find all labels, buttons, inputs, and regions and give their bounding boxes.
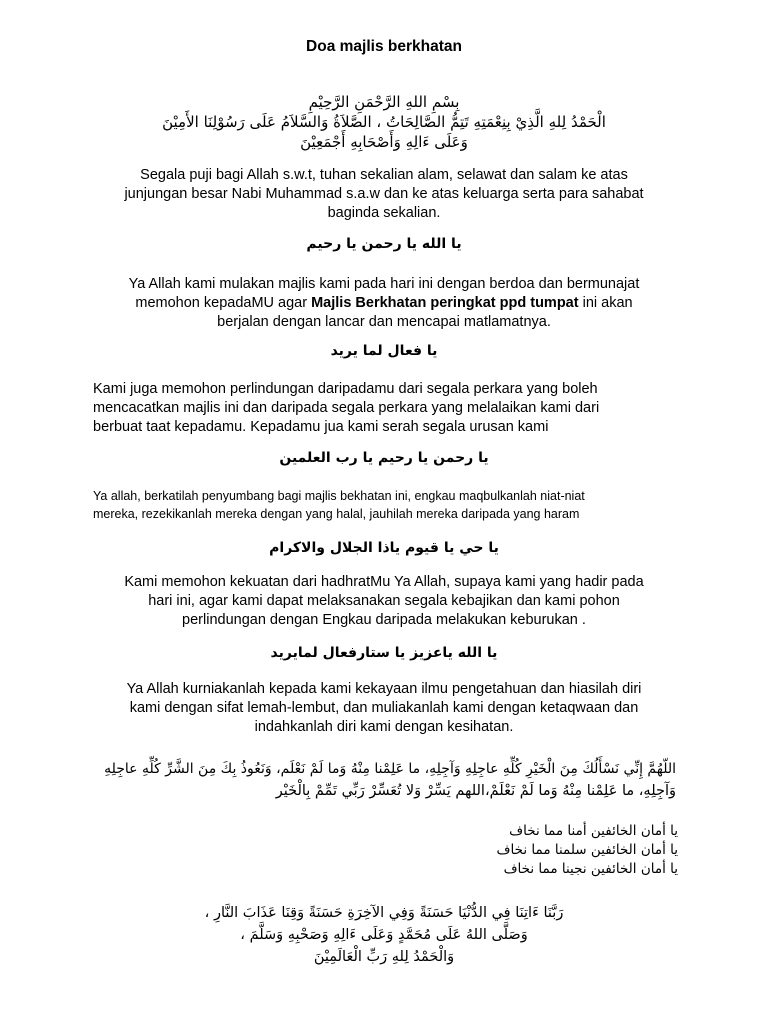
paragraph-line: baginda sekalian. (327, 205, 441, 221)
arabic-heading-3: يا رحمن يا رحيم يا رب العلمين (279, 450, 489, 466)
aman-list-item: يا أمان الخائفين أمنا مما نخاف (509, 823, 678, 839)
paragraph-line: Kami juga memohon perlindungan daripadamu dari segala perkara yang boleh (93, 381, 598, 397)
paragraph-strength (80, 573, 688, 630)
paragraph-line: Ya Allah kurniakanlah kepada kami kekayaan ilmu pengetahuan dan hiasilah diri (126, 681, 642, 697)
paragraph-line: Ya Allah kami mulakan majlis kami pada hari ini dengan berdoa dan bermunajat (128, 276, 640, 292)
event-name-bold: Majlis Berkhatan peringkat ppd tumpat (311, 295, 579, 311)
opening-arabic-line-1: الْحَمْدُ لِلهِ الَّذِيْ بِنِعْمَتِهِ تَتِمُّ الصَّالِحَاتُ ، الصَّلاَةُ وَالسَّلاَمُ عَلَى رَسُوْلِنَا الأَمِيْنَ (162, 113, 606, 131)
paragraph-line: junjungan besar Nabi Muhammad s.a.w dan ke atas keluarga serta para sahabat (124, 186, 644, 202)
paragraph-line: berjalan dengan lancar dan mencapai matlamatnya. (217, 314, 551, 330)
paragraph-donors (93, 487, 701, 523)
paragraph-protection (93, 380, 701, 437)
arabic-heading-5: يا الله ياعزيز يا ستارفعال لمايريد (270, 645, 498, 661)
arabic-heading-2: يا فعال لما يريد (330, 343, 438, 359)
opening-arabic (60, 92, 708, 152)
dua-arabic (96, 758, 676, 802)
paragraph-praise (80, 166, 688, 223)
closing-line-1: رَبَّنَا ءَاتِنَا فِي الدُّنْيَا حَسَنَةً وَفِي الآخِرَةِ حَسَنَةً وَقِنَا عَذَابَ النَّارِ ، (204, 905, 564, 921)
closing-line-3: وَالْحَمْدُ لِلهِ رَبِّ الْعَالَمِيْنَ (313, 949, 455, 965)
dua-line-2: وَآجِلِهِ، ما عَلِمْنا مِنْهُ وَما لَمْ نَعْلَمْ،اللهم يَسِّرْ وَلا تُعَسِّرْ رَبِّي تَمِّمْ بِالْخَيْر (275, 783, 676, 799)
paragraph-line: berbuat taat kepadamu. Kepadamu jua kami serah segala urusan kami (93, 419, 549, 435)
paragraph-line (80, 294, 688, 313)
paragraph-line: perlindungan dengan Engkau daripada melakukan keburukan . (182, 612, 586, 628)
aman-list-item: يا أمان الخائفين نجينا مما نخاف (503, 861, 678, 877)
closing-arabic (200, 902, 568, 968)
aman-list-item: يا أمان الخائفين سلمنا مما نخاف (496, 842, 678, 858)
arabic-heading-1: يا الله يا رحمن يا رحيم (306, 236, 462, 252)
document-title: Doa majlis berkhatan (306, 38, 462, 55)
paragraph-line: Ya allah, berkatilah penyumbang bagi majlis bekhatan ini, engkau maqbulkanlah niat-niat (93, 489, 585, 503)
paragraph-line: hari ini, agar kami dapat melaksanakan segala kebajikan dan kami pohon (148, 593, 620, 609)
paragraph-opening-majlis (80, 275, 688, 332)
paragraph-line: mereka, rezekikanlah mereka dengan yang halal, jauhilah mereka daripada yang haram (93, 507, 580, 521)
opening-arabic-line-2: وَعَلَى ءَالِهِ وَأَصْحَابِهِ أَجْمَعِيْنَ (300, 133, 468, 151)
closing-line-2: وَصَلَّى اللهُ عَلَى مُحَمَّدٍ وَعَلَى ءَالِهِ وَصَحْبِهِ وَسَلَّمَ ، (240, 927, 528, 943)
text-span: memohon kepadaMU agar (135, 295, 312, 311)
dua-line-1: اللّهُمَّ إِنِّي نَسْأَلُكَ مِنَ الْخَيْرِ كُلِّهِ عاجِلِهِ وَآجِلِهِ، ما عَلِمْنا مِنْهُ وَما لَمْ نَعْلَم، وَنَعُوذُ بِكَ مِنَ الشَّرِّ كُلِّهِ عاجِلِهِ (104, 761, 676, 777)
paragraph-line: indahkanlah diri kami dengan kesihatan. (254, 719, 514, 735)
aman-list (360, 822, 678, 879)
paragraph-line: mencacatkan majlis ini dan daripada segala perkara yang melalaikan kami dari (93, 400, 600, 416)
arabic-heading-4: يا حي يا قيوم ياذا الجلال والاكرام (269, 540, 499, 556)
text-span: ini akan (578, 295, 633, 311)
paragraph-line: Segala puji bagi Allah s.w.t, tuhan sekalian alam, selawat dan salam ke atas (140, 167, 628, 183)
paragraph-knowledge (80, 680, 688, 737)
paragraph-line: Kami memohon kekuatan dari hadhratMu Ya Allah, supaya kami yang hadir pada (124, 574, 644, 590)
paragraph-line: kami dengan sifat lemah-lembut, dan muliakanlah kami dengan ketaqwaan dan (129, 700, 639, 716)
bismillah-line: بِسْمِ اللهِ الرَّحْمَنِ الرَّحِيْمِ (308, 93, 460, 111)
